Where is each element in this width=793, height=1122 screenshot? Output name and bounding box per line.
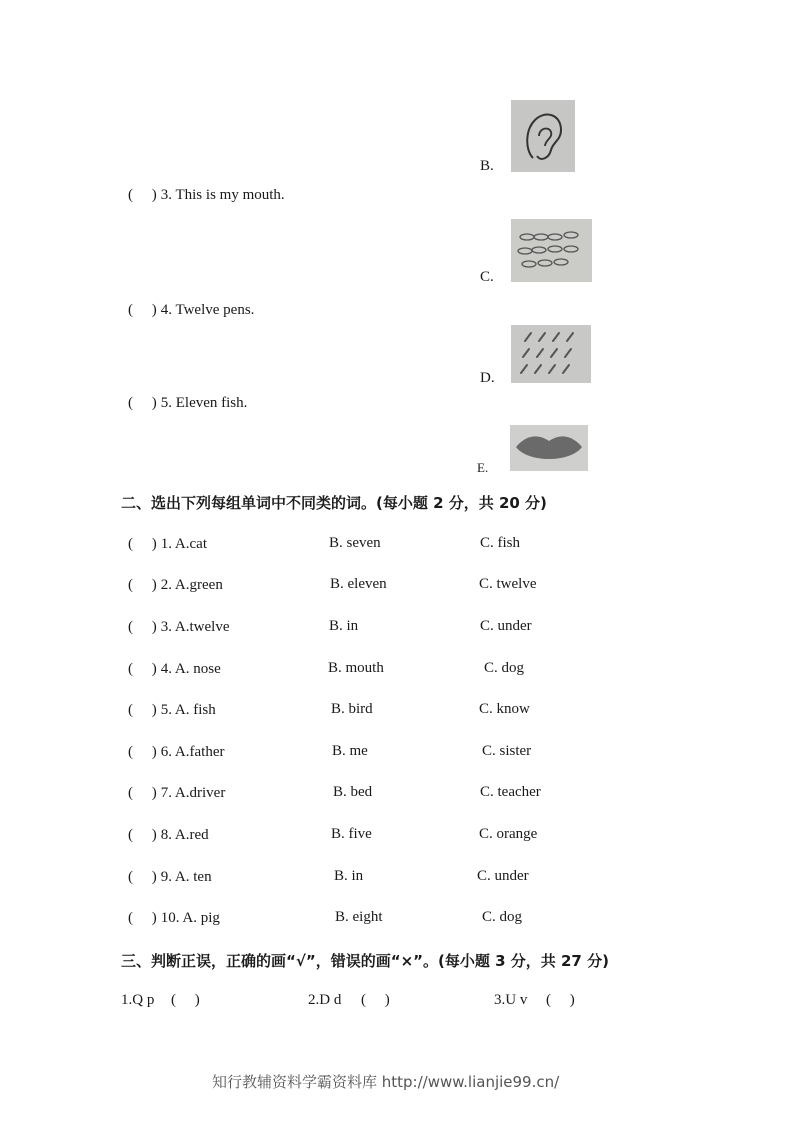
option-b: B. in [334, 868, 364, 884]
judge-item-text: 3.U v [494, 992, 528, 1008]
question-row [128, 826, 209, 844]
option-c: C. orange [479, 826, 538, 842]
answer-blank[interactable]: ( ) [128, 827, 157, 843]
judge-item-text: 2.D d [308, 992, 342, 1008]
picture-letter-c: C. [480, 269, 494, 285]
option-c: C. under [480, 618, 532, 634]
answer-blank[interactable]: ( ) [128, 785, 157, 801]
judge-item-text: 1.Q p [121, 992, 155, 1008]
picture-letter-d: D. [480, 370, 495, 386]
option-a: 8. A.red [160, 827, 209, 843]
picture-letter-b: B. [480, 158, 494, 174]
option-a: 5. A. fish [160, 702, 216, 718]
footer-link[interactable]: 知行教辅资料学霸资料库 http://www.lianjie99.cn/ [212, 1073, 560, 1091]
answer-blank[interactable]: ( ) [128, 910, 157, 926]
option-a: 7. A.driver [160, 785, 226, 801]
answer-blank[interactable]: ( ) [128, 395, 157, 411]
picture-letter-e: E. [477, 460, 489, 475]
answer-blank[interactable]: ( ) [128, 744, 157, 760]
matching-item-text: 3. This is my mouth. [160, 187, 285, 203]
section-3-heading: 三、判断正误，正确的画“√”，错误的画“×”。(每小题 3 分，共 27 分) [121, 952, 609, 970]
option-c: C. dog [484, 660, 525, 676]
answer-blank[interactable]: ( ) [171, 992, 200, 1008]
question-row [128, 784, 225, 802]
option-a: 10. A. pig [160, 910, 220, 926]
section-2-heading: 二、选出下列每组单词中不同类的词。(每小题 2 分，共 20 分) [121, 494, 547, 512]
matching-item-text: 4. Twelve pens. [160, 302, 255, 318]
option-b: B. bed [333, 784, 373, 800]
answer-blank[interactable]: ( ) [128, 661, 157, 677]
option-c: C. know [479, 701, 530, 717]
option-c: C. fish [480, 535, 521, 551]
option-b: B. in [329, 618, 359, 634]
option-a: 9. A. ten [160, 869, 212, 885]
pens-group-icon [511, 325, 591, 383]
answer-blank[interactable]: ( ) [128, 302, 157, 318]
fish-group-icon [511, 219, 592, 282]
question-row [128, 535, 207, 553]
option-b: B. me [332, 743, 368, 759]
answer-blank[interactable]: ( ) [128, 869, 157, 885]
option-b: B. bird [331, 701, 373, 717]
matching-item-3 [128, 186, 285, 204]
question-row [128, 660, 221, 678]
answer-blank[interactable]: ( ) [361, 992, 390, 1008]
question-row [128, 576, 223, 594]
option-a: 4. A. nose [160, 661, 221, 677]
option-a: 6. A.father [160, 744, 225, 760]
question-row [128, 618, 230, 636]
matching-item-5 [128, 394, 247, 412]
answer-blank[interactable]: ( ) [128, 536, 157, 552]
option-a: 1. A.cat [160, 536, 207, 552]
option-b: B. seven [329, 535, 381, 551]
matching-item-4 [128, 301, 254, 319]
option-c: C. under [477, 868, 529, 884]
question-row [128, 868, 212, 886]
answer-blank[interactable]: ( ) [128, 619, 157, 635]
option-c: C. twelve [479, 576, 537, 592]
answer-blank[interactable]: ( ) [128, 577, 157, 593]
question-row [128, 743, 224, 761]
answer-blank[interactable]: ( ) [128, 702, 157, 718]
option-a: 3. A.twelve [160, 619, 230, 635]
question-row [128, 701, 216, 719]
option-c: C. dog [482, 909, 523, 925]
option-c: C. sister [482, 743, 532, 759]
option-b: B. eleven [330, 576, 387, 592]
lips-icon [510, 425, 588, 471]
option-a: 2. A.green [160, 577, 223, 593]
ear-icon [511, 100, 575, 172]
answer-blank[interactable]: ( ) [128, 187, 157, 203]
option-c: C. teacher [480, 784, 541, 800]
matching-item-text: 5. Eleven fish. [160, 395, 248, 411]
option-b: B. mouth [328, 660, 384, 676]
option-b: B. eight [335, 909, 383, 925]
option-b: B. five [331, 826, 372, 842]
answer-blank[interactable]: ( ) [546, 992, 575, 1008]
question-row [128, 909, 220, 927]
